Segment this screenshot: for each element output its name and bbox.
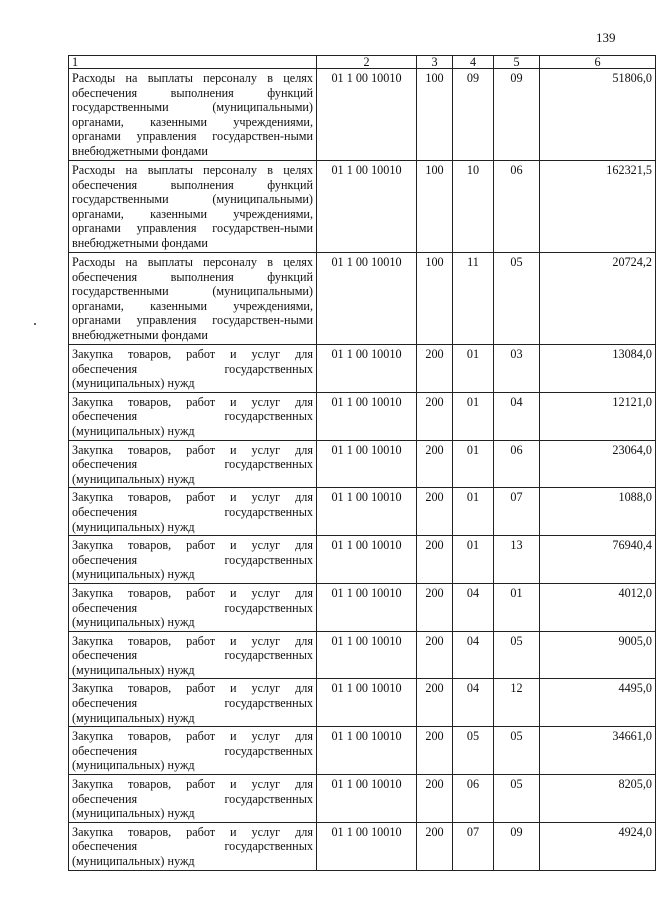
expense-name-cell: Закупка товаров, работ и услуг для обеспечения государственных (муниципальных) нужд — [69, 345, 317, 393]
subsection-cell: 05 — [494, 775, 540, 823]
expense-type-cell: 200 — [417, 583, 453, 631]
amount-cell: 13084,0 — [540, 345, 656, 393]
table-row — [69, 727, 656, 775]
amount-cell: 76940,4 — [540, 536, 656, 584]
budget-table — [68, 55, 656, 871]
section-cell: 04 — [453, 631, 494, 679]
amount-cell: 23064,0 — [540, 440, 656, 488]
page-number: 139 — [596, 30, 616, 45]
expense-name-cell: Закупка товаров, работ и услуг для обеспечения государственных (муниципальных) нужд — [69, 392, 317, 440]
section-cell: 01 — [453, 488, 494, 536]
expense-type-cell: 200 — [417, 727, 453, 775]
section-cell: 11 — [453, 253, 494, 345]
expense-name-cell: Расходы на выплаты персоналу в целях обеспечения выполнения функций государственными (муниципальными) органами, казенными учреждениями, органами управления государствен-ными внебюджетными фондами — [69, 161, 317, 253]
table-row — [69, 679, 656, 727]
section-cell: 01 — [453, 392, 494, 440]
expense-type-cell: 200 — [417, 822, 453, 870]
target-article-cell: 01 1 00 10010 — [317, 253, 417, 345]
amount-cell: 51806,0 — [540, 69, 656, 161]
subsection-cell: 07 — [494, 488, 540, 536]
target-article-cell: 01 1 00 10010 — [317, 536, 417, 584]
target-article-cell: 01 1 00 10010 — [317, 727, 417, 775]
column-header-1: 1 — [69, 56, 317, 69]
scan-dot-mark — [34, 323, 36, 325]
subsection-cell: 13 — [494, 536, 540, 584]
amount-cell: 4495,0 — [540, 679, 656, 727]
table-row — [69, 161, 656, 253]
amount-cell: 162321,5 — [540, 161, 656, 253]
table-header-row — [69, 56, 656, 69]
target-article-cell: 01 1 00 10010 — [317, 775, 417, 823]
amount-cell: 9005,0 — [540, 631, 656, 679]
subsection-cell: 05 — [494, 631, 540, 679]
expense-type-cell: 100 — [417, 253, 453, 345]
table-row — [69, 392, 656, 440]
expense-name-cell: Закупка товаров, работ и услуг для обеспечения государственных (муниципальных) нужд — [69, 775, 317, 823]
target-article-cell: 01 1 00 10010 — [317, 488, 417, 536]
target-article-cell: 01 1 00 10010 — [317, 345, 417, 393]
target-article-cell: 01 1 00 10010 — [317, 161, 417, 253]
amount-cell: 1088,0 — [540, 488, 656, 536]
amount-cell: 4012,0 — [540, 583, 656, 631]
expense-type-cell: 100 — [417, 69, 453, 161]
subsection-cell: 06 — [494, 161, 540, 253]
subsection-cell: 06 — [494, 440, 540, 488]
table-row — [69, 488, 656, 536]
expense-name-cell: Закупка товаров, работ и услуг для обеспечения государственных (муниципальных) нужд — [69, 440, 317, 488]
expense-type-cell: 200 — [417, 440, 453, 488]
target-article-cell: 01 1 00 10010 — [317, 69, 417, 161]
expense-type-cell: 200 — [417, 631, 453, 679]
expense-name-cell: Закупка товаров, работ и услуг для обеспечения государственных (муниципальных) нужд — [69, 679, 317, 727]
subsection-cell: 05 — [494, 727, 540, 775]
amount-cell: 4924,0 — [540, 822, 656, 870]
table-row — [69, 536, 656, 584]
amount-cell: 12121,0 — [540, 392, 656, 440]
expense-type-cell: 200 — [417, 679, 453, 727]
column-header-6: 6 — [540, 56, 656, 69]
amount-cell: 20724,2 — [540, 253, 656, 345]
section-cell: 09 — [453, 69, 494, 161]
expense-type-cell: 200 — [417, 536, 453, 584]
table-row — [69, 69, 656, 161]
section-cell: 01 — [453, 536, 494, 584]
expense-name-cell: Закупка товаров, работ и услуг для обеспечения государственных (муниципальных) нужд — [69, 536, 317, 584]
amount-cell: 34661,0 — [540, 727, 656, 775]
expense-name-cell: Закупка товаров, работ и услуг для обеспечения государственных (муниципальных) нужд — [69, 583, 317, 631]
expense-name-cell: Закупка товаров, работ и услуг для обеспечения государственных (муниципальных) нужд — [69, 631, 317, 679]
target-article-cell: 01 1 00 10010 — [317, 631, 417, 679]
column-header-2: 2 — [317, 56, 417, 69]
section-cell: 06 — [453, 775, 494, 823]
section-cell: 07 — [453, 822, 494, 870]
table-row — [69, 775, 656, 823]
subsection-cell: 09 — [494, 69, 540, 161]
table-row — [69, 631, 656, 679]
section-cell: 04 — [453, 679, 494, 727]
table-row — [69, 440, 656, 488]
expense-type-cell: 200 — [417, 488, 453, 536]
section-cell: 04 — [453, 583, 494, 631]
amount-cell: 8205,0 — [540, 775, 656, 823]
expense-name-cell: Закупка товаров, работ и услуг для обеспечения государственных (муниципальных) нужд — [69, 488, 317, 536]
table-row — [69, 345, 656, 393]
table-row — [69, 253, 656, 345]
section-cell: 01 — [453, 440, 494, 488]
target-article-cell: 01 1 00 10010 — [317, 440, 417, 488]
table-row — [69, 583, 656, 631]
target-article-cell: 01 1 00 10010 — [317, 822, 417, 870]
expense-type-cell: 200 — [417, 345, 453, 393]
subsection-cell: 03 — [494, 345, 540, 393]
subsection-cell: 01 — [494, 583, 540, 631]
expense-name-cell: Закупка товаров, работ и услуг для обеспечения государственных (муниципальных) нужд — [69, 822, 317, 870]
subsection-cell: 12 — [494, 679, 540, 727]
column-header-4: 4 — [453, 56, 494, 69]
section-cell: 05 — [453, 727, 494, 775]
target-article-cell: 01 1 00 10010 — [317, 583, 417, 631]
subsection-cell: 04 — [494, 392, 540, 440]
expense-type-cell: 200 — [417, 775, 453, 823]
target-article-cell: 01 1 00 10010 — [317, 679, 417, 727]
table-row — [69, 822, 656, 870]
expense-name-cell: Расходы на выплаты персоналу в целях обеспечения выполнения функций государственными (муниципальными) органами, казенными учреждениями, органами управления государствен-ными внебюджетными фондами — [69, 69, 317, 161]
section-cell: 01 — [453, 345, 494, 393]
expense-type-cell: 100 — [417, 161, 453, 253]
subsection-cell: 09 — [494, 822, 540, 870]
expense-type-cell: 200 — [417, 392, 453, 440]
column-header-3: 3 — [417, 56, 453, 69]
expense-name-cell: Расходы на выплаты персоналу в целях обеспечения выполнения функций государственными (муниципальными) органами, казенными учреждениями, органами управления государствен-ными внебюджетными фондами — [69, 253, 317, 345]
section-cell: 10 — [453, 161, 494, 253]
column-header-5: 5 — [494, 56, 540, 69]
subsection-cell: 05 — [494, 253, 540, 345]
target-article-cell: 01 1 00 10010 — [317, 392, 417, 440]
expense-name-cell: Закупка товаров, работ и услуг для обеспечения государственных (муниципальных) нужд — [69, 727, 317, 775]
